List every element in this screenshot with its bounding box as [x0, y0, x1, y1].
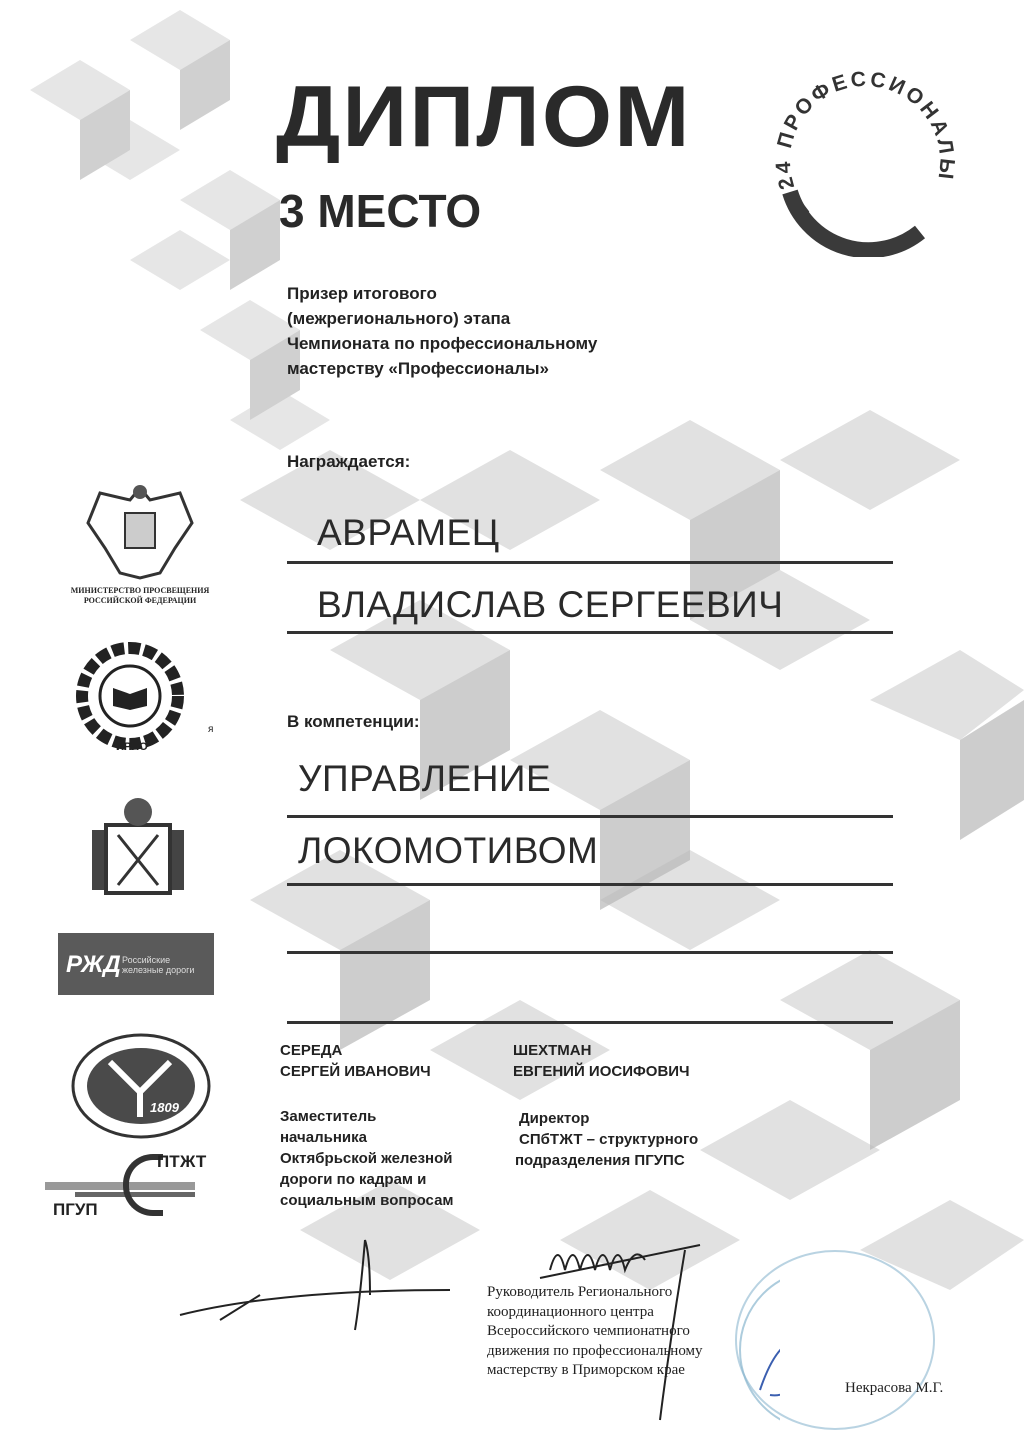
pgups-label: ПГУП — [53, 1200, 98, 1219]
position-line: Директор — [519, 1110, 590, 1127]
awardee-label: Награждается: — [287, 452, 411, 471]
signatory-surname: ШЕХТМАН — [513, 1042, 592, 1059]
ministry-label: МИНИСТЕРСТВО ПРОСВЕЩЕНИЯ РОССИЙСКОЙ ФЕДЕРАЦИИ — [70, 586, 210, 605]
official-stamp — [735, 1250, 935, 1430]
underline — [287, 1021, 893, 1024]
position-line: Заместитель — [280, 1108, 377, 1125]
university-logo — [70, 1032, 212, 1140]
position-line: СПбТЖТ – структурного — [519, 1131, 699, 1148]
subtitle-line: Призер итогового — [287, 284, 437, 303]
awardee-surname: АВРАМЕЦ — [317, 512, 500, 553]
signatory-2-position — [515, 1108, 698, 1171]
signatory-surname: СЕРЕДА — [280, 1042, 343, 1059]
signatory-1 — [280, 1040, 431, 1082]
position-line: дороги по кадрам и — [280, 1171, 427, 1188]
university-year: 1809 — [150, 1100, 179, 1115]
position-line: мастерству в Приморском крае — [487, 1362, 685, 1378]
position-line: Октябрьской железной — [280, 1150, 453, 1167]
competence-line-1: УПРАВЛЕНИЕ — [298, 758, 552, 799]
underline — [287, 631, 893, 634]
subtitle-line: мастерству «Профессионалы» — [287, 359, 549, 378]
position-line: подразделения ПГУПС — [515, 1152, 685, 1169]
position-line: социальным вопросам — [280, 1192, 454, 1209]
underline — [287, 815, 893, 818]
irpo-mark: я — [208, 724, 214, 735]
position-line: координационного центра — [487, 1303, 654, 1320]
signatory-2 — [513, 1040, 690, 1082]
underline — [287, 883, 893, 886]
pgups-ptzht-logo — [45, 1150, 215, 1220]
irpo-label: ИРПО — [116, 741, 148, 753]
position-line: Всероссийского чемпионатного — [487, 1323, 690, 1339]
irpo-logo — [68, 638, 198, 753]
rzd-label: РЖД — [66, 951, 121, 978]
professionals-2024-emblem — [770, 62, 965, 257]
subtitle-line: Чемпионата по профессиональному — [287, 334, 598, 353]
competence-line-2: ЛОКОМОТИВОМ — [298, 830, 599, 871]
saint-petersburg-coat-of-arms — [78, 790, 198, 910]
prize-description — [287, 281, 597, 381]
underline — [287, 561, 893, 564]
underline — [287, 951, 893, 954]
regional-coordinator-name: Некрасова М.Г. — [845, 1380, 944, 1396]
diploma-title: ДИПЛОМ — [276, 69, 692, 165]
signatory-name: СЕРГЕЙ ИВАНОВИЧ — [280, 1063, 431, 1080]
awardee-name: ВЛАДИСЛАВ СЕРГЕЕВИЧ — [317, 584, 784, 625]
rzd-text: Российские железные дороги — [122, 955, 195, 975]
position-line: начальника — [280, 1129, 367, 1146]
subtitle-line: (межрегионального) этапа — [287, 309, 511, 328]
place-title: 3 МЕСТО — [279, 185, 482, 237]
ptzht-label: ПТЖТ — [157, 1152, 207, 1171]
signatory-1-position — [280, 1106, 454, 1211]
competence-label: В компетенции: — [287, 712, 420, 731]
emblem-text: 2024 ПРОФЕССИОНАЛЫ — [771, 67, 959, 224]
regional-coordinator-position — [487, 1283, 703, 1381]
rzd-logo — [58, 933, 214, 995]
position-line: Руководитель Регионального — [487, 1284, 673, 1300]
signatory-name: ЕВГЕНИЙ ИОСИФОВИЧ — [513, 1063, 690, 1080]
ministry-eagle-logo — [80, 478, 200, 583]
position-line: движения по профессиональному — [487, 1342, 703, 1359]
